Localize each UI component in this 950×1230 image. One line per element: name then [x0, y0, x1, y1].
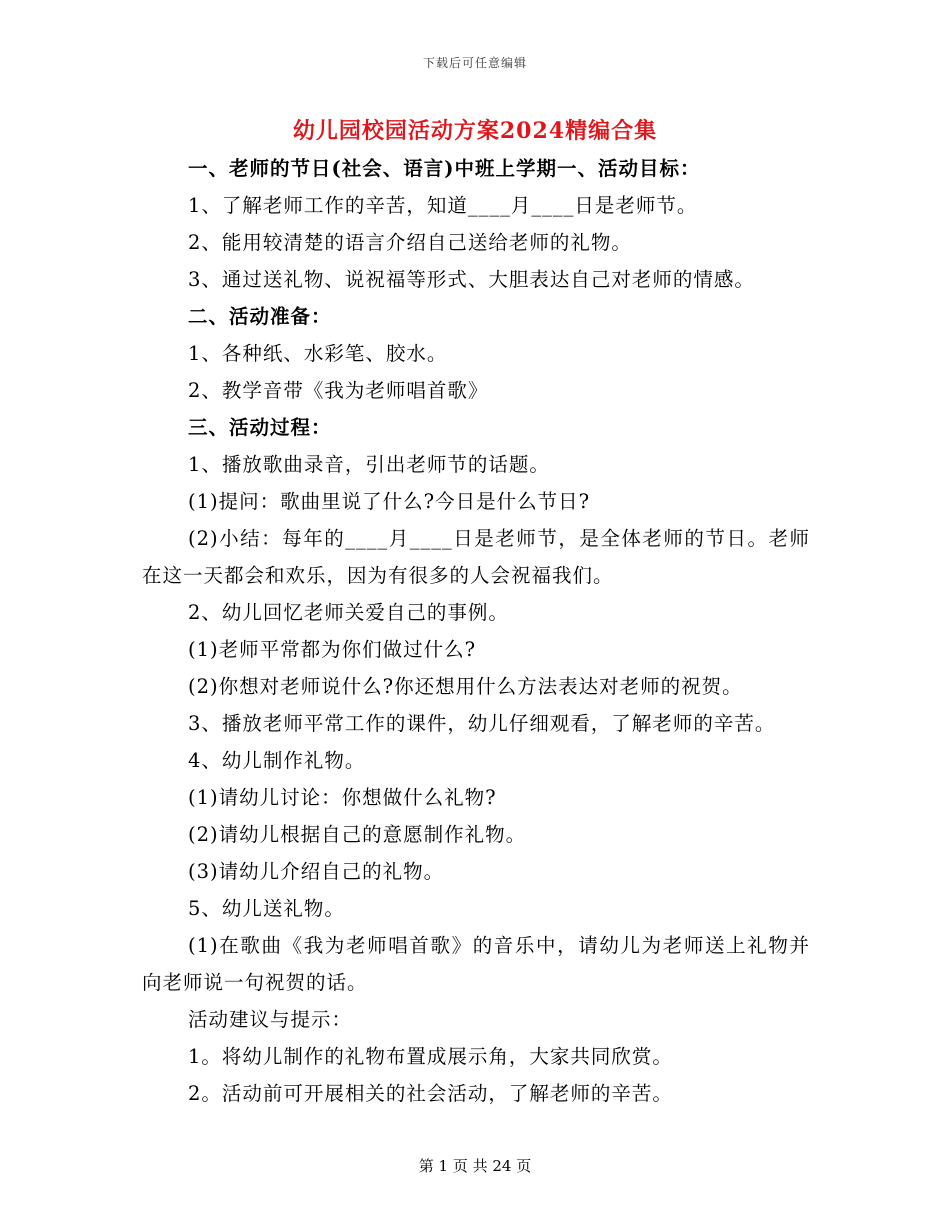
- paragraph: (2)小结：每年的____月____日是老师节，是全体老师的节日。老师在这一天都会和欢乐，因为有很多的人会祝福我们。: [142, 527, 810, 587]
- page-number-footer: 第 1 页 共 24 页: [418, 1157, 532, 1175]
- paragraph: 1、播放歌曲录音，引出老师节的话题。: [188, 453, 550, 476]
- page-header-note: 下载后可任意编辑: [422, 56, 527, 70]
- paragraph: 4、幼儿制作礼物。: [188, 749, 366, 772]
- paragraph: 2、能用较清楚的语言介绍自己送给老师的礼物。: [188, 231, 632, 254]
- section-heading-preparation: 二、活动准备：: [188, 305, 332, 328]
- paragraph: 3、播放老师平常工作的课件，幼儿仔细观看，了解老师的辛苦。: [188, 712, 776, 735]
- document-body: [142, 150, 810, 1112]
- paragraph: 2、教学音带《我为老师唱首歌》: [188, 379, 489, 402]
- paragraph: (1)请幼儿讨论：你想做什么礼物?: [188, 786, 497, 809]
- paragraph: (2)你想对老师说什么?你还想用什么方法表达对老师的祝贺。: [188, 675, 743, 698]
- paragraph: 1、各种纸、水彩笔、胶水。: [188, 342, 448, 365]
- paragraph: 1。将幼儿制作的礼物布置成展示角，大家共同欣赏。: [188, 1045, 673, 1068]
- section-heading-objectives: 一、老师的节日(社会、语言)中班上学期一、活动目标：: [188, 157, 701, 180]
- document-title: 幼儿园校园活动方案2024精编合集: [292, 118, 658, 144]
- paragraph: 活动建议与提示：: [188, 1008, 353, 1031]
- paragraph: (1)在歌曲《我为老师唱首歌》的音乐中，请幼儿为老师送上礼物并向老师说一句祝贺的话。: [142, 934, 810, 994]
- paragraph: (3)请幼儿介绍自己的礼物。: [188, 860, 445, 883]
- paragraph: (1)老师平常都为你们做过什么?: [188, 638, 477, 661]
- paragraph: (1)提问：歌曲里说了什么?今日是什么节日?: [188, 490, 591, 513]
- paragraph: 3、通过送礼物、说祝福等形式、大胆表达自己对老师的情感。: [188, 268, 755, 291]
- paragraph: (2)请幼儿根据自己的意愿制作礼物。: [188, 823, 527, 846]
- section-heading-process: 三、活动过程：: [188, 416, 332, 439]
- paragraph: 1、了解老师工作的辛苦，知道____月____日是老师节。: [188, 194, 698, 217]
- paragraph: 2。活动前可开展相关的社会活动，了解老师的辛苦。: [188, 1082, 673, 1105]
- paragraph: 5、幼儿送礼物。: [188, 897, 345, 920]
- paragraph: 2、幼儿回忆老师关爱自己的事例。: [188, 601, 509, 624]
